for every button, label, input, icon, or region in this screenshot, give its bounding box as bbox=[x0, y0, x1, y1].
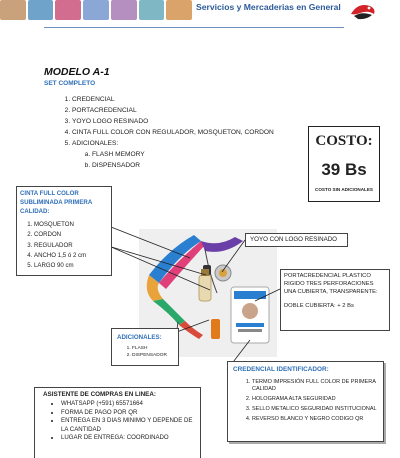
list-item: 2. PORTACREDENCIAL bbox=[72, 105, 332, 116]
list-item: 4. CINTA FULL COLOR CON REGULADOR, MOSQUETON, CORDON bbox=[72, 127, 332, 138]
header-divider bbox=[44, 27, 344, 28]
yoyo-callout: YOYO CON LOGO RESINADO bbox=[245, 233, 348, 247]
header-card bbox=[28, 0, 54, 20]
cinta-callout bbox=[16, 186, 112, 276]
list-item: 1. MOSQUETON bbox=[34, 220, 111, 230]
cost-price: 39 Bs bbox=[321, 160, 367, 179]
list-item: b. DISPENSADOR bbox=[92, 160, 332, 171]
header-title: Servicios y Mercaderias en General bbox=[196, 2, 341, 12]
cinta-list bbox=[17, 220, 111, 271]
credencial-callout bbox=[227, 361, 384, 442]
list-item: 1. CREDENCIAL bbox=[72, 94, 332, 105]
list-item: • LUGAR DE ENTREGA: COORDINADO bbox=[61, 434, 200, 443]
cinta-title: CINTA FULL COLOR SUBLIMINADA PRIMERA CALIDAD: bbox=[20, 190, 92, 215]
list-item: 3. REGULADOR bbox=[34, 241, 111, 251]
asistente-title: ASISTENTE DE COMPRAS EN LINEA: bbox=[43, 391, 157, 398]
credencial-list bbox=[228, 379, 383, 423]
list-item bbox=[72, 138, 332, 171]
cost-box bbox=[308, 126, 380, 202]
list-item: 3. SELLO METALICO SEGURIDAD INSTITUCIONAL bbox=[252, 406, 379, 413]
company-logo-icon bbox=[348, 0, 378, 22]
extras-list bbox=[72, 149, 332, 171]
list-item-label: ADICIONALES: bbox=[72, 140, 119, 147]
list-item: 4. REVERSO BLANCO Y NEGRO CODIGO QR bbox=[252, 416, 379, 423]
header-banner-cards bbox=[0, 0, 192, 20]
list-item: • ENTREGA EN 3 DIAS MINIMO Y DEPENDE DE LA CANTIDAD bbox=[61, 417, 200, 434]
list-item: 2. DISPENSADOR bbox=[132, 352, 178, 359]
list-item: 2. CORDON bbox=[34, 230, 111, 240]
porta-text: PORTACREDENCIAL PLASTICO RIGIDO TRES PERFORACIONES UNA CUBIERTA, TRANSPARENTE: bbox=[284, 273, 378, 295]
list-item: a. FLASH MEMORY bbox=[92, 149, 332, 160]
cost-label: COSTO: bbox=[315, 133, 373, 149]
list-item: 5. LARGO 90 cm bbox=[34, 261, 111, 271]
header-card bbox=[111, 0, 137, 20]
model-title: MODELO A-1 bbox=[44, 66, 110, 78]
porta-callout bbox=[280, 269, 390, 331]
header-card bbox=[166, 0, 192, 20]
header-card bbox=[55, 0, 81, 20]
asistente-list bbox=[35, 400, 200, 443]
adicionales-title: ADICIONALES: bbox=[117, 334, 162, 341]
adicionales-list bbox=[112, 345, 178, 359]
asistente-callout bbox=[34, 387, 201, 458]
credencial-title: CREDENCIAL IDENTIFICADOR: bbox=[233, 366, 329, 373]
header-card bbox=[139, 0, 165, 20]
model-items-list bbox=[44, 94, 332, 171]
list-item: 1. TERMO IMPRESIÓN FULL COLOR DE PRIMERA CALIDAD bbox=[252, 379, 379, 394]
cost-note: COSTO SIN ADICIONALES bbox=[315, 187, 373, 192]
model-subtitle: SET COMPLETO bbox=[44, 80, 96, 87]
header-card bbox=[0, 0, 26, 20]
list-item: 3. YOYO LOGO RESINADO bbox=[72, 116, 332, 127]
header-card bbox=[83, 0, 109, 20]
list-item: 2. HOLOGRAMA ALTA SEGURIDAD bbox=[252, 396, 379, 403]
adicionales-callout bbox=[111, 328, 179, 366]
list-item: • WHATSAPP (+591) 65571664 bbox=[61, 400, 200, 409]
list-item: 1. FLASH bbox=[132, 345, 178, 352]
porta-double: DOBLE CUBIERTA: + 2 Bs bbox=[284, 303, 354, 309]
list-item: • FORMA DE PAGO POR QR bbox=[61, 409, 200, 418]
list-item: 4. ANCHO 1,5 ó 2 cm bbox=[34, 251, 111, 261]
